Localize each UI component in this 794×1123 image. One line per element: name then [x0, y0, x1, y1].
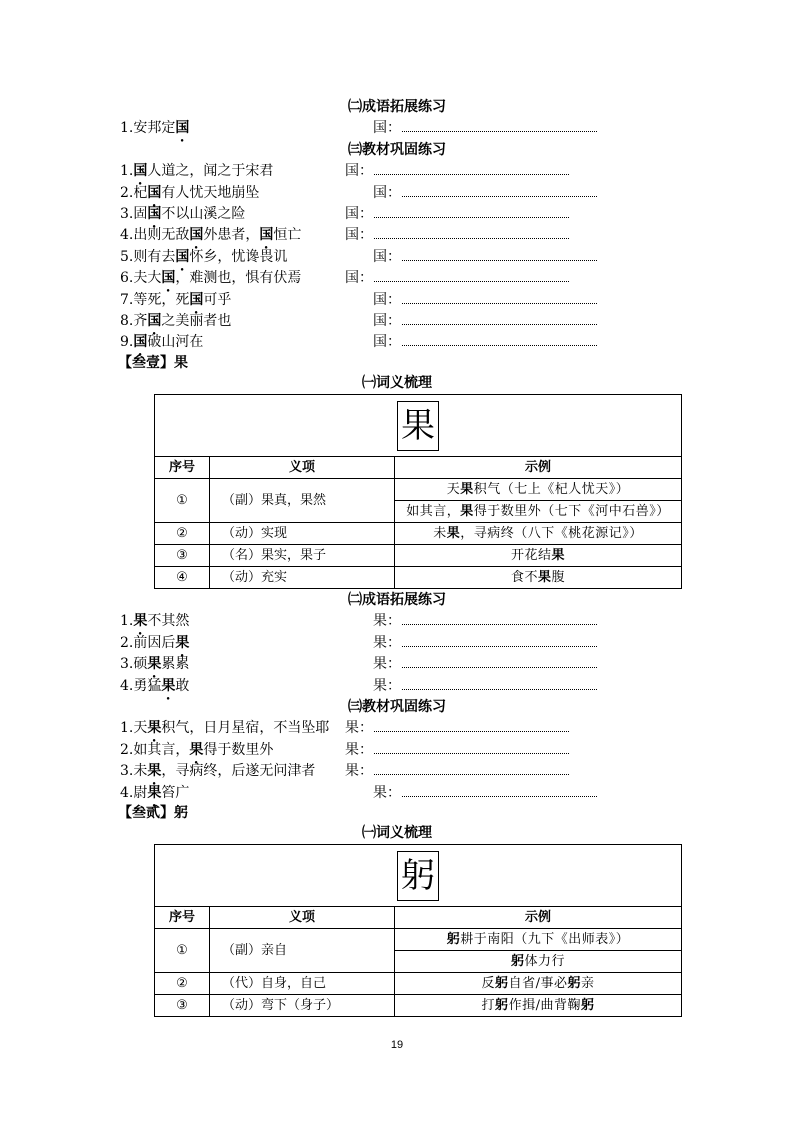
- row-meaning: （动）充实: [210, 567, 395, 589]
- sentence-text: 4.勇猛: [120, 677, 162, 694]
- exercise-item: [0, 654, 794, 675]
- headword-character: 躬: [397, 851, 439, 901]
- key-character: 果: [460, 481, 474, 497]
- row-example: [395, 951, 682, 973]
- answer-blank: [345, 268, 569, 289]
- answer-label: 果：: [345, 763, 373, 780]
- page-content: [0, 97, 794, 1017]
- key-character: 躬: [495, 975, 509, 991]
- key-character: 果: [147, 720, 162, 737]
- answer-label: 国：: [345, 163, 373, 180]
- answer-blank: [373, 633, 597, 654]
- meaning-table-wrapper: [0, 844, 794, 1017]
- key-character: 国: [147, 312, 162, 329]
- sentence-text: 1.安邦定: [120, 120, 176, 137]
- sentence-text: 笞广: [161, 784, 190, 801]
- row-number: ②: [155, 523, 210, 545]
- answer-label: 果：: [345, 720, 373, 737]
- meaning-table-wrapper: [0, 394, 794, 590]
- key-character: 果: [189, 741, 204, 758]
- exercise-item: [0, 676, 794, 697]
- sentence-text: ，难测也，惧有伏焉: [175, 270, 302, 287]
- answer-label: 国：: [345, 205, 373, 222]
- row-number: ②: [155, 973, 210, 995]
- sentence-text: 怀乡，忧谗畏讥: [189, 248, 288, 265]
- dotted-answer-line: [374, 217, 569, 218]
- answer-label: 果：: [373, 634, 401, 651]
- sentence-text: 不以山溪之险: [161, 205, 246, 222]
- answer-label: 国：: [373, 184, 401, 201]
- key-character: 国: [189, 291, 204, 308]
- sentence-text: 外患者，: [203, 227, 260, 244]
- key-character: 果: [460, 503, 474, 519]
- answer-label: 果：: [345, 741, 373, 758]
- answer-blank: [373, 183, 597, 204]
- key-character: 果: [538, 569, 552, 585]
- exercise-item: [0, 761, 794, 782]
- sentence-text: 2.前因后: [120, 634, 176, 651]
- key-character: 躬: [510, 953, 525, 969]
- row-example: [395, 545, 682, 567]
- dotted-answer-line: [402, 196, 597, 197]
- key-character: 躬: [495, 997, 509, 1013]
- dotted-answer-line: [402, 324, 597, 325]
- sentence-text: 人道之，闻之于宋君: [147, 163, 274, 180]
- answer-blank: [345, 718, 569, 739]
- example-text: 作揖/曲背鞠: [508, 997, 581, 1013]
- exercise-sentence: [120, 676, 189, 703]
- answer-blank: [373, 118, 597, 139]
- exercise-item: [0, 268, 794, 289]
- row-number: ③: [155, 995, 210, 1017]
- example-text: 如其言，: [406, 503, 461, 519]
- sentence-text: 累累: [161, 656, 190, 673]
- exercise-item: [0, 161, 794, 182]
- answer-blank: [345, 225, 569, 246]
- example-text: 腹: [551, 569, 566, 585]
- sentence-text: 2.杞: [120, 184, 148, 201]
- key-character: 国: [147, 205, 162, 222]
- answer-blank: [345, 204, 569, 225]
- key-character: 躬: [580, 997, 595, 1013]
- answer-label: 国：: [373, 248, 401, 265]
- key-character: 果: [133, 613, 148, 630]
- key-character: 国: [175, 248, 190, 265]
- row-meaning: （动）实现: [210, 523, 395, 545]
- sentence-text: 5.则有去: [120, 248, 176, 265]
- example-text: 得于数里外（七下《河中石兽》）: [473, 503, 670, 519]
- sentence-text: 3.固: [120, 205, 148, 222]
- col-header-example: 示例: [395, 457, 682, 479]
- exercise-item: [0, 611, 794, 632]
- example-text: 耕于南阳（九下《出师表》）: [460, 931, 630, 947]
- section-heading-textbook: ㈢教材巩固练习: [348, 141, 446, 158]
- dotted-answer-line: [402, 624, 597, 625]
- section-heading-idiom: ㈡成语拓展练习: [348, 592, 446, 609]
- sentence-text: 3.未: [120, 763, 148, 780]
- key-character: 果: [446, 525, 461, 541]
- answer-blank: [345, 740, 569, 761]
- dotted-answer-line: [402, 131, 597, 132]
- section-title-gong: [0, 804, 794, 823]
- headword-cell: [155, 845, 682, 907]
- section-heading-idiom: ㈡成语拓展练习: [348, 99, 446, 115]
- sentence-text: 4.出则无敌: [120, 227, 190, 244]
- key-character: 果: [147, 784, 162, 801]
- row-example: [395, 973, 682, 995]
- row-number: ①: [155, 929, 210, 973]
- answer-blank: [373, 654, 597, 675]
- answer-label: 国：: [373, 120, 401, 137]
- row-meaning: （代）自身，自己: [210, 973, 395, 995]
- dotted-answer-line: [374, 281, 569, 282]
- col-header-example: 示例: [395, 907, 682, 929]
- col-header-number: 序号: [155, 457, 210, 479]
- exercise-item: [0, 118, 794, 139]
- example-text: 打: [481, 997, 496, 1013]
- key-character: 躬: [567, 975, 581, 991]
- example-text: 体力行: [524, 953, 566, 969]
- key-character: 国: [161, 270, 176, 287]
- exercise-item: [0, 225, 794, 246]
- dotted-answer-line: [402, 345, 597, 346]
- sentence-text: 2.如其言，: [120, 741, 190, 758]
- sentence-text: 1.天: [120, 720, 148, 737]
- sentence-text: 1.: [120, 163, 134, 180]
- example-text: 反: [481, 975, 496, 991]
- dotted-answer-line: [402, 796, 597, 797]
- dotted-answer-line: [374, 731, 569, 732]
- dotted-answer-line: [402, 689, 597, 690]
- sentence-text: 8.齐: [120, 312, 148, 329]
- key-character: 国: [189, 227, 204, 244]
- answer-label: 国：: [373, 312, 401, 329]
- answer-label: 果：: [373, 613, 401, 630]
- sentence-text: 之美丽者也: [161, 312, 232, 329]
- example-text: 亲: [580, 975, 595, 991]
- row-meaning: （副）亲自: [210, 929, 395, 973]
- col-header-meaning: 义项: [210, 457, 395, 479]
- key-character: 果: [147, 763, 162, 780]
- exercise-item: [0, 633, 794, 654]
- answer-blank: [373, 676, 597, 697]
- row-number: ④: [155, 567, 210, 589]
- key-character: 国: [259, 227, 274, 244]
- answer-blank: [373, 290, 597, 311]
- answer-blank: [373, 783, 597, 804]
- exercise-item: [0, 332, 794, 353]
- key-character: 果: [147, 656, 162, 673]
- answer-blank: [373, 247, 597, 268]
- col-header-number: 序号: [155, 907, 210, 929]
- row-number: ①: [155, 479, 210, 523]
- answer-label: 国：: [373, 334, 401, 351]
- sentence-text: 有人忧天地崩坠: [161, 184, 260, 201]
- sentence-text: 9.: [120, 334, 134, 351]
- row-meaning: （动）弯下（身子）: [210, 995, 395, 1017]
- dotted-answer-line: [402, 667, 597, 668]
- exercise-item: [0, 204, 794, 225]
- sentence-text: 7.等死，死: [120, 291, 190, 308]
- dotted-answer-line: [402, 646, 597, 647]
- row-example: [395, 523, 682, 545]
- answer-label: 国：: [345, 270, 373, 287]
- exercise-item: [0, 311, 794, 332]
- exercise-item: [0, 718, 794, 739]
- example-text: 积气（七上《杞人忧天》）: [473, 481, 630, 497]
- col-header-meaning: 义项: [210, 907, 395, 929]
- dotted-answer-line: [402, 260, 597, 261]
- page-number: 19: [390, 1039, 404, 1051]
- answer-blank: [373, 611, 597, 632]
- row-example: [395, 479, 682, 501]
- exercise-item: [0, 740, 794, 761]
- sentence-text: 得于数里外: [203, 741, 274, 758]
- dotted-answer-line: [374, 774, 569, 775]
- key-character: 国: [133, 163, 148, 180]
- section-heading-meaning: ㈠词义梳理: [362, 824, 432, 841]
- dotted-answer-line: [374, 174, 569, 175]
- example-text: 自省/事必: [508, 975, 568, 991]
- example-text: 开花结: [510, 547, 552, 563]
- sentence-text: 4.尉: [120, 784, 148, 801]
- exercise-item: [0, 783, 794, 804]
- answer-label: 果：: [373, 677, 401, 694]
- meaning-table: [154, 844, 682, 1017]
- sentence-text: 1.: [120, 613, 134, 630]
- sentence-text: ，寻病终，后遂无问津者: [161, 763, 316, 780]
- answer-blank: [373, 311, 597, 332]
- key-character: 国: [147, 184, 162, 201]
- answer-blank: [373, 332, 597, 353]
- example-text: 未: [433, 525, 447, 541]
- key-character: 国: [133, 334, 148, 351]
- answer-blank: [345, 761, 569, 782]
- meaning-table: [154, 394, 682, 589]
- section-title-fruit: [0, 354, 794, 373]
- row-meaning: （名）果实，果子: [210, 545, 395, 567]
- key-character: 果: [175, 634, 190, 651]
- answer-label: 国：: [345, 227, 373, 244]
- sentence-text: 可乎: [203, 291, 232, 308]
- row-example: [395, 995, 682, 1017]
- section-heading-meaning: ㈠词义梳理: [362, 374, 432, 391]
- sentence-text: 积气，日月星宿，不当坠耶: [161, 720, 330, 737]
- answer-label: 果：: [373, 784, 401, 801]
- sentence-text: 敢: [175, 677, 190, 694]
- exercise-item: [0, 183, 794, 204]
- row-number: ③: [155, 545, 210, 567]
- row-example: [395, 567, 682, 589]
- section-title-text: 【叁壹】果: [118, 354, 188, 371]
- exercise-item: [0, 290, 794, 311]
- answer-label: 国：: [373, 291, 401, 308]
- answer-blank: [345, 161, 569, 182]
- row-meaning: （副）果真，果然: [210, 479, 395, 523]
- key-character: 躬: [446, 931, 461, 947]
- dotted-answer-line: [402, 303, 597, 304]
- sentence-text: 破山河在: [147, 334, 204, 351]
- key-character: 国: [175, 120, 190, 137]
- example-text: 食不: [510, 569, 538, 585]
- example-text: 天: [446, 481, 461, 497]
- sentence-text: 恒亡: [273, 227, 302, 244]
- section-heading-textbook: ㈢教材巩固练习: [348, 699, 446, 716]
- sentence-text: 6.夫大: [120, 270, 162, 287]
- sentence-text: 不其然: [147, 613, 190, 630]
- row-example: [395, 501, 682, 523]
- dotted-answer-line: [374, 238, 569, 239]
- key-character: 果: [161, 677, 176, 694]
- answer-label: 果：: [373, 656, 401, 673]
- dotted-answer-line: [374, 753, 569, 754]
- row-example: [395, 929, 682, 951]
- sentence-text: 3.硕: [120, 656, 148, 673]
- example-text: ，寻病终（八下《桃花源记》）: [460, 525, 643, 541]
- headword-cell: [155, 395, 682, 457]
- headword-character: 果: [397, 401, 439, 451]
- exercise-item: [0, 247, 794, 268]
- section-title-text: 【叁贰】躬: [118, 804, 188, 821]
- key-character: 果: [551, 547, 566, 563]
- exercise-sentence: [120, 118, 189, 145]
